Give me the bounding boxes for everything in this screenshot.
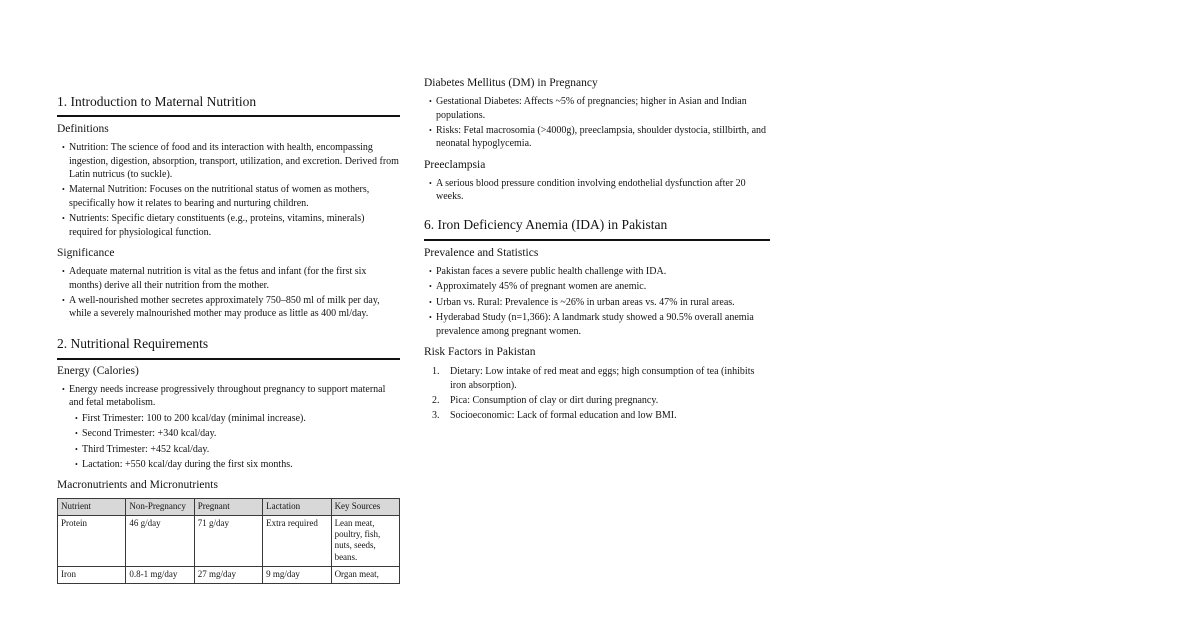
right-column [424,72,770,425]
sub-bullet-item: • Second Trimester: +340 kcal/day. [75,427,400,440]
bullet-item: • Urban vs. Rural: Prevalence is ~26% in urban areas vs. 47% in rural areas. [429,296,770,309]
prevalence-bullet-list [424,265,770,338]
bullet-item: • Maternal Nutrition: Focuses on the nutritional status of women as mothers, specifically how it relates to bearing and nurturing children. [62,183,400,210]
heading-diabetes: Diabetes Mellitus (DM) in Pregnancy [424,77,598,89]
sub-bullet-item: • Lactation: +550 kcal/day during the first six months. [75,458,400,471]
bullet-item [62,383,400,471]
table-row [58,515,400,566]
numbered-item [432,365,770,392]
table-header-cell: Lactation [263,498,331,515]
section-title-requirements: 2. Nutritional Requirements [57,336,400,360]
table-header-cell: Nutrient [58,498,126,515]
diabetes-bullet-list [424,95,770,151]
table-header-cell: Non-Pregnancy [126,498,194,515]
bullet-item: • A well-nourished mother secretes approximately 750–850 ml of milk per day, while a severely malnourished mother may produce as little as 400 ml/day. [62,294,400,321]
item-number: 3. [432,410,440,422]
preeclampsia-bullet-list [424,177,770,204]
table-row [58,567,400,584]
risk-factors-list [424,365,770,423]
bullet-item: • Approximately 45% of pregnant women are anemic. [429,280,770,293]
heading-significance: Significance [57,246,115,259]
table-cell: Protein [58,515,126,566]
table-header-cell: Pregnant [194,498,262,515]
heading-preeclampsia: Preeclampsia [424,158,486,171]
bullet-item: • Risks: Fetal macrosomia (>4000g), preeclampsia, shoulder dystocia, stillbirth, and neonatal hypoglycemia. [429,124,770,151]
heading-risk-factors: Risk Factors in Pakistan [424,345,536,358]
table-cell: 71 g/day [194,515,262,566]
table-cell: 0.8-1 mg/day [126,567,194,584]
nutrient-table [57,498,400,585]
table-cell: 27 mg/day [194,567,262,584]
energy-sub-bullet-list [69,412,400,472]
section-title-intro: 1. Introduction to Maternal Nutrition [57,94,400,117]
bullet-text: Energy needs increase progressively throughout pregnancy to support maternal and fetal metabolism. [69,383,386,409]
table-cell: Organ meat, [331,567,399,584]
item-text: Dietary: Low intake of red meat and eggs; high consumption of tea (inhibits iron absorption). [450,366,755,391]
heading-macronutrients: Macronutrients and Micronutrients [57,479,218,492]
bullet-item: • Hyderabad Study (n=1,366): A landmark study showed a 90.5% overall anemia prevalence among pregnant women. [429,311,770,338]
table-cell: Extra required [263,515,331,566]
item-text: Socioeconomic: Lack of formal education and low BMI. [450,410,677,422]
heading-energy: Energy (Calories) [57,364,139,377]
significance-bullet-list [57,265,400,321]
bullet-item: • Adequate maternal nutrition is vital as the fetus and infant (for the first six months) derive all their nutrition from the mother. [62,265,400,292]
sub-bullet-item: • Third Trimester: +452 kcal/day. [75,443,400,456]
sub-bullet-item: • First Trimester: 100 to 200 kcal/day (minimal increase). [75,412,400,425]
left-column [57,72,400,584]
item-text: Pica: Consumption of clay or dirt during pregnancy. [450,395,659,406]
energy-bullet-list [57,383,400,471]
item-number: 1. [432,366,440,378]
numbered-item [432,409,770,422]
heading-definitions: Definitions [57,122,109,135]
section-title-ida: 6. Iron Deficiency Anemia (IDA) in Pakistan [424,217,770,241]
bullet-item: • Pakistan faces a severe public health challenge with IDA. [429,265,770,278]
bullet-item: • Nutrients: Specific dietary constituents (e.g., proteins, vitamins, minerals) required for physiological function. [62,212,400,239]
table-header-row [58,498,400,515]
bullet-item: • A serious blood pressure condition involving endothelial dysfunction after 20 weeks. [429,177,770,204]
table-cell: Iron [58,567,126,584]
definitions-bullet-list [57,141,400,239]
bullet-item: • Nutrition: The science of food and its interaction with health, encompassing ingestion, digestion, absorption, transport, utilization, and excretion. Derived from Latin nutricus (to suckle). [62,141,400,181]
numbered-item [432,394,770,407]
item-number: 2. [432,395,440,406]
table-cell: 9 mg/day [263,567,331,584]
heading-prevalence: Prevalence and Statistics [424,246,539,259]
table-header-cell: Key Sources [331,498,399,515]
table-cell: Lean meat, poultry, fish, nuts, seeds, beans. [331,515,399,566]
bullet-item: • Gestational Diabetes: Affects ~5% of pregnancies; higher in Asian and Indian populations. [429,95,770,122]
table-cell: 46 g/day [126,515,194,566]
